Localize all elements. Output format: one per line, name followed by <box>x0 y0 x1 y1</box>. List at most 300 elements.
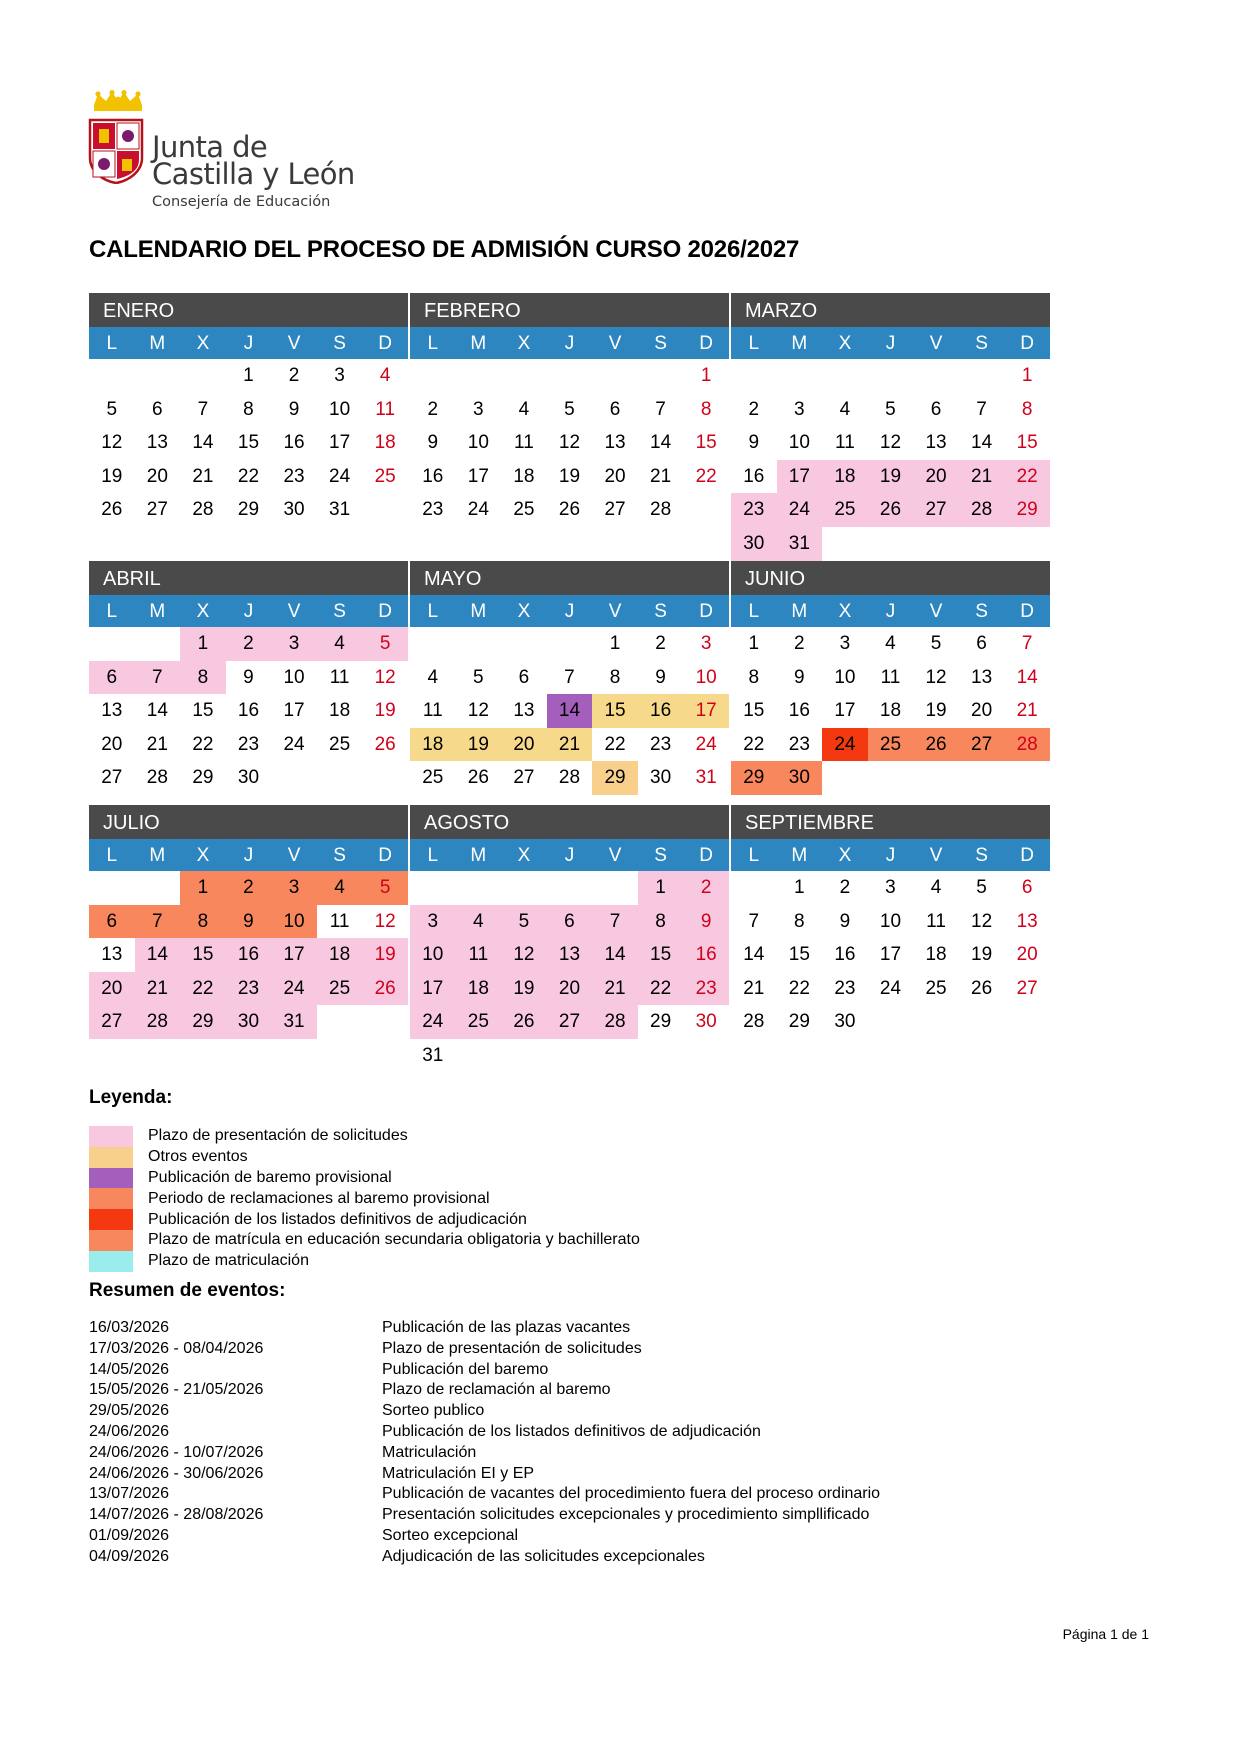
legend-swatch <box>89 1126 133 1147</box>
day-cell: 26 <box>501 1005 547 1039</box>
day-cell: 16 <box>638 694 684 728</box>
weekday-label: J <box>885 845 896 866</box>
day-cell: 25 <box>422 767 444 789</box>
event-date: 13/07/2026 <box>89 1485 170 1503</box>
day-cell: 23 <box>683 972 729 1006</box>
day-cell: 24 <box>329 465 351 487</box>
day-cell: 11 <box>329 666 350 688</box>
crown-icon <box>90 90 146 114</box>
weekday-header <box>410 595 729 627</box>
weekday-label: V <box>608 601 622 622</box>
weekday-header <box>89 595 408 627</box>
day-cell: 22 <box>695 465 717 487</box>
day-cell: 8 <box>700 398 712 420</box>
day-cell: 23 <box>650 733 672 755</box>
day-cell: 21 <box>192 465 214 487</box>
legend <box>89 1126 640 1272</box>
day-cell: 24 <box>410 1005 456 1039</box>
day-cell: 21 <box>959 460 1005 494</box>
day-cell: 15 <box>743 700 765 722</box>
day-cell: 8 <box>794 910 805 932</box>
day-cell: 25 <box>822 493 868 527</box>
weekday-label: M <box>470 601 487 622</box>
event-row <box>89 1401 880 1422</box>
day-cell: 7 <box>592 905 638 939</box>
day-cell: 29 <box>650 1011 672 1033</box>
day-cell: 17 <box>467 465 489 487</box>
day-cell: 6 <box>89 905 135 939</box>
legend-item <box>89 1147 640 1168</box>
weekday-label: D <box>699 845 714 866</box>
weekday-label: S <box>654 601 667 622</box>
legend-item <box>89 1168 640 1189</box>
day-cell: 25 <box>513 499 535 521</box>
weekday-label: D <box>699 601 714 622</box>
day-cell: 24 <box>467 499 489 521</box>
day-cell: 28 <box>1004 728 1050 762</box>
weekday-header <box>89 839 408 871</box>
day-cell: 12 <box>971 910 993 932</box>
weekday-label: X <box>196 845 210 866</box>
legend-swatch <box>89 1230 133 1251</box>
day-cell: 11 <box>375 398 396 420</box>
empty-cell <box>135 627 181 661</box>
legend-label: Plazo de presentación de solicitudes <box>148 1127 408 1145</box>
event-row <box>89 1443 880 1464</box>
day-cell: 1 <box>638 871 684 905</box>
weekday-label: L <box>106 333 118 354</box>
day-cell: 16 <box>226 938 272 972</box>
day-cell: 28 <box>959 493 1005 527</box>
weekday-label: X <box>838 601 852 622</box>
month-title: ABRIL <box>89 561 408 595</box>
day-cell: 11 <box>456 938 502 972</box>
day-cell: 8 <box>609 666 621 688</box>
day-cell: 25 <box>868 728 914 762</box>
day-cell: 22 <box>638 972 684 1006</box>
day-cell: 7 <box>748 910 760 932</box>
day-cell: 31 <box>695 767 717 789</box>
day-cell: 22 <box>743 733 765 755</box>
day-grid <box>89 627 408 795</box>
month-junio <box>731 561 1050 795</box>
weekday-label: L <box>748 601 760 622</box>
day-cell: 23 <box>422 499 444 521</box>
day-cell: 14 <box>650 432 672 454</box>
day-cell: 12 <box>374 666 396 688</box>
day-cell: 14 <box>743 944 765 966</box>
legend-title: Leyenda: <box>89 1087 173 1108</box>
day-cell: 22 <box>237 465 260 487</box>
day-cell: 11 <box>422 700 443 722</box>
day-cell: 1 <box>1021 365 1033 386</box>
day-cell: 29 <box>237 499 260 521</box>
day-cell: 3 <box>700 633 712 654</box>
day-cell: 2 <box>794 633 805 654</box>
month-marzo <box>731 293 1050 561</box>
day-cell: 11 <box>514 432 534 454</box>
weekday-label: X <box>517 601 531 622</box>
legend-swatch <box>89 1168 133 1189</box>
day-cell: 31 <box>329 499 351 521</box>
event-date: 17/03/2026 - 08/04/2026 <box>89 1339 264 1357</box>
day-cell: 23 <box>731 493 777 527</box>
day-cell: 28 <box>135 1005 181 1039</box>
weekday-label: V <box>287 845 301 866</box>
legend-item <box>89 1251 640 1272</box>
weekday-label: S <box>975 845 988 866</box>
event-description: Adjudicación de las solicitudes excepcionales <box>382 1547 705 1565</box>
day-cell: 8 <box>180 661 226 695</box>
day-cell: 17 <box>777 460 823 494</box>
weekday-label: V <box>929 601 943 622</box>
day-cell: 17 <box>683 694 729 728</box>
day-cell: 13 <box>604 432 626 454</box>
weekday-label: M <box>791 601 808 622</box>
weekday-label: S <box>654 845 667 866</box>
legend-label: Publicación de baremo provisional <box>148 1168 392 1186</box>
day-cell: 28 <box>650 499 672 521</box>
day-cell: 15 <box>237 432 260 454</box>
page-title: CALENDARIO DEL PROCESO DE ADMISIÓN CURSO 2026/2027 <box>89 236 800 263</box>
event-description: Matriculación EI y EP <box>382 1464 535 1482</box>
day-cell: 18 <box>456 972 502 1006</box>
day-cell: 9 <box>288 398 300 420</box>
day-cell: 10 <box>467 432 489 454</box>
day-cell: 19 <box>925 700 947 722</box>
weekday-label: S <box>333 845 346 866</box>
day-cell: 26 <box>558 499 581 521</box>
day-cell: 14 <box>592 938 638 972</box>
day-cell: 2 <box>839 877 851 898</box>
day-cell: 27 <box>959 728 1005 762</box>
day-cell: 15 <box>180 938 226 972</box>
weekday-label: S <box>333 601 346 622</box>
day-cell: 19 <box>456 728 502 762</box>
weekday-label: J <box>243 601 254 622</box>
day-cell: 30 <box>777 761 823 795</box>
day-cell: 12 <box>925 666 947 688</box>
day-cell: 17 <box>879 944 902 966</box>
org-name-line2: Castilla y León <box>152 157 355 191</box>
day-cell: 31 <box>271 1005 317 1039</box>
day-cell: 27 <box>146 499 168 521</box>
day-cell: 22 <box>180 972 226 1006</box>
day-cell: 26 <box>913 728 959 762</box>
weekday-label: M <box>149 333 166 354</box>
event-description: Matriculación <box>382 1443 477 1461</box>
day-cell: 18 <box>925 944 947 966</box>
weekday-label: X <box>196 601 210 622</box>
day-cell: 26 <box>868 493 914 527</box>
day-cell: 19 <box>868 460 914 494</box>
day-cell: 25 <box>456 1005 502 1039</box>
month-title: ENERO <box>89 293 408 327</box>
day-cell: 5 <box>564 398 575 420</box>
empty-cell <box>89 627 135 661</box>
day-cell: 19 <box>501 972 547 1006</box>
event-row <box>89 1464 880 1485</box>
event-date: 04/09/2026 <box>89 1547 170 1565</box>
day-cell: 4 <box>930 877 942 898</box>
day-cell: 12 <box>879 432 902 454</box>
day-cell: 9 <box>794 666 805 688</box>
day-cell: 18 <box>317 938 363 972</box>
day-cell: 13 <box>101 944 123 966</box>
day-cell: 13 <box>146 432 168 454</box>
day-cell: 24 <box>822 728 868 762</box>
weekday-label: S <box>654 333 667 354</box>
weekday-header <box>410 327 729 359</box>
empty-cell <box>822 359 868 393</box>
day-cell: 19 <box>374 700 396 722</box>
day-cell: 12 <box>374 910 396 932</box>
month-septiembre <box>731 805 1050 1039</box>
weekday-label: M <box>470 845 487 866</box>
day-cell: 4 <box>885 633 896 654</box>
empty-cell <box>592 871 638 905</box>
event-date: 14/07/2026 - 28/08/2026 <box>89 1506 264 1524</box>
month-title: JULIO <box>89 805 408 839</box>
empty-cell <box>410 871 456 905</box>
legend-item <box>89 1188 640 1209</box>
day-cell: 27 <box>547 1005 593 1039</box>
day-cell: 20 <box>146 465 168 487</box>
day-cell: 10 <box>879 910 902 932</box>
day-grid <box>89 359 408 527</box>
weekday-label: S <box>975 601 988 622</box>
month-mayo <box>410 561 729 795</box>
empty-cell <box>547 871 593 905</box>
day-cell: 29 <box>180 1005 226 1039</box>
day-cell: 25 <box>329 733 351 755</box>
day-cell: 6 <box>930 398 942 420</box>
day-grid <box>410 627 729 795</box>
day-cell: 19 <box>971 944 993 966</box>
weekday-label: L <box>106 845 118 866</box>
junta-logo <box>88 90 368 210</box>
day-grid <box>731 627 1050 795</box>
day-cell: 11 <box>835 432 855 454</box>
day-cell: 21 <box>1016 700 1038 722</box>
day-cell: 1 <box>748 633 760 654</box>
day-cell: 14 <box>146 700 168 722</box>
day-cell: 17 <box>271 938 317 972</box>
weekday-label: J <box>885 333 896 354</box>
weekday-label: M <box>149 845 166 866</box>
day-cell: 5 <box>976 877 987 898</box>
legend-label: Otros eventos <box>148 1148 248 1166</box>
weekday-label: J <box>243 333 254 354</box>
legend-swatch <box>89 1147 133 1168</box>
day-cell: 18 <box>329 700 351 722</box>
day-cell: 17 <box>410 972 456 1006</box>
weekday-label: V <box>287 601 301 622</box>
day-cell: 12 <box>101 432 123 454</box>
day-cell: 6 <box>1021 877 1033 898</box>
day-cell: 5 <box>362 871 408 905</box>
month-febrero <box>410 293 729 527</box>
empty-cell <box>501 627 547 661</box>
event-row <box>89 1360 880 1381</box>
day-cell: 30 <box>731 527 777 561</box>
empty-cell <box>456 627 502 661</box>
empty-cell <box>456 871 502 905</box>
weekday-label: J <box>564 845 575 866</box>
day-cell: 28 <box>592 1005 638 1039</box>
day-cell: 2 <box>683 871 729 905</box>
day-cell: 7 <box>655 398 666 420</box>
day-cell: 10 <box>271 905 317 939</box>
day-cell: 23 <box>283 465 305 487</box>
page-number: Página 1 de 1 <box>1062 1626 1149 1642</box>
weekday-label: D <box>378 601 393 622</box>
event-row <box>89 1318 880 1339</box>
day-cell: 29 <box>1004 493 1050 527</box>
day-cell: 3 <box>473 398 484 420</box>
day-cell: 18 <box>410 728 456 762</box>
day-cell: 15 <box>192 700 214 722</box>
weekday-label: D <box>378 845 393 866</box>
weekday-label: X <box>838 845 852 866</box>
day-cell: 19 <box>362 938 408 972</box>
event-description: Publicación del baremo <box>382 1360 549 1378</box>
day-cell: 1 <box>794 877 805 898</box>
day-cell: 8 <box>748 666 760 688</box>
event-description: Sorteo publico <box>382 1402 485 1420</box>
weekday-label: L <box>748 333 760 354</box>
day-cell: 26 <box>374 733 396 755</box>
day-cell: 6 <box>152 398 163 420</box>
day-cell: 29 <box>731 761 777 795</box>
day-cell: 2 <box>226 871 272 905</box>
month-title: SEPTIEMBRE <box>731 805 1050 839</box>
day-cell: 30 <box>834 1011 856 1033</box>
weekday-label: L <box>427 845 439 866</box>
day-grid <box>731 871 1050 1039</box>
event-row <box>89 1339 880 1360</box>
day-cell: 18 <box>822 460 868 494</box>
weekday-label: V <box>608 333 622 354</box>
weekday-header <box>731 327 1050 359</box>
day-cell: 9 <box>427 432 439 454</box>
day-cell: 28 <box>558 767 581 789</box>
weekday-label: V <box>608 845 622 866</box>
empty-cell <box>868 359 914 393</box>
month-title: MAYO <box>410 561 729 595</box>
month-julio <box>89 805 408 1039</box>
day-cell: 24 <box>695 733 717 755</box>
day-cell: 15 <box>788 944 810 966</box>
empty-cell <box>547 359 593 393</box>
weekday-header <box>731 839 1050 871</box>
day-cell: 20 <box>101 733 123 755</box>
day-cell: 27 <box>513 767 535 789</box>
legend-swatch <box>89 1188 133 1209</box>
day-cell: 26 <box>101 499 123 521</box>
legend-swatch <box>89 1251 133 1272</box>
day-cell: 10 <box>788 432 810 454</box>
legend-label: Publicación de los listados definitivos de adjudicación <box>148 1210 527 1228</box>
day-cell: 3 <box>410 905 456 939</box>
day-cell: 18 <box>374 432 396 454</box>
day-cell: 13 <box>513 700 535 722</box>
day-cell: 21 <box>135 972 181 1006</box>
day-grid <box>731 359 1050 561</box>
day-cell: 20 <box>1016 944 1038 966</box>
day-grid <box>410 359 729 527</box>
day-cell: 6 <box>547 905 593 939</box>
day-cell: 1 <box>700 365 712 386</box>
event-description: Sorteo excepcional <box>382 1526 519 1544</box>
weekday-header <box>731 595 1050 627</box>
day-cell: 21 <box>650 465 672 487</box>
day-cell: 21 <box>146 733 168 755</box>
weekday-label: D <box>1020 845 1035 866</box>
day-cell: 11 <box>926 910 946 932</box>
day-cell: 19 <box>558 465 581 487</box>
month-title: AGOSTO <box>410 805 729 839</box>
events-title: Resumen de eventos: <box>89 1280 286 1301</box>
day-cell: 13 <box>925 432 947 454</box>
day-cell: 12 <box>558 432 581 454</box>
weekday-label: L <box>748 845 760 866</box>
day-cell: 14 <box>547 694 593 728</box>
day-cell: 24 <box>271 972 317 1006</box>
day-cell: 2 <box>655 633 666 654</box>
day-cell: 27 <box>913 493 959 527</box>
event-description: Plazo de reclamación al baremo <box>382 1381 611 1399</box>
day-cell: 4 <box>839 398 851 420</box>
day-cell: 4 <box>317 871 363 905</box>
day-cell: 27 <box>89 1005 135 1039</box>
empty-cell <box>959 359 1005 393</box>
day-cell: 20 <box>501 728 547 762</box>
weekday-label: D <box>1020 333 1035 354</box>
weekday-label: J <box>243 845 254 866</box>
empty-cell <box>501 359 547 393</box>
day-cell: 5 <box>930 633 942 654</box>
day-cell: 31 <box>777 527 823 561</box>
day-cell: 29 <box>592 761 638 795</box>
empty-cell <box>180 359 226 393</box>
event-date: 16/03/2026 <box>89 1319 170 1336</box>
day-cell: 16 <box>283 432 305 454</box>
day-cell: 26 <box>467 767 489 789</box>
day-cell: 2 <box>288 365 300 386</box>
day-cell: 23 <box>226 972 272 1006</box>
day-cell: 20 <box>971 700 993 722</box>
day-cell: 10 <box>834 666 856 688</box>
day-cell: 4 <box>427 666 439 688</box>
day-cell: 3 <box>271 871 317 905</box>
day-cell: 25 <box>374 465 396 487</box>
day-cell: 24 <box>879 977 902 999</box>
weekday-label: V <box>929 845 943 866</box>
event-date: 15/05/2026 - 21/05/2026 <box>89 1381 264 1399</box>
weekday-label: D <box>1020 601 1035 622</box>
empty-cell <box>731 359 777 393</box>
day-cell: 7 <box>564 666 575 688</box>
day-cell: 10 <box>329 398 351 420</box>
day-cell: 6 <box>976 633 987 654</box>
day-cell: 30 <box>650 767 672 789</box>
day-grid <box>410 871 729 1073</box>
weekday-label: X <box>517 333 531 354</box>
event-description: Presentación solicitudes excepcionales y procedimiento simpllificado <box>382 1506 870 1524</box>
day-cell: 22 <box>192 733 214 755</box>
day-cell: 3 <box>334 365 345 386</box>
